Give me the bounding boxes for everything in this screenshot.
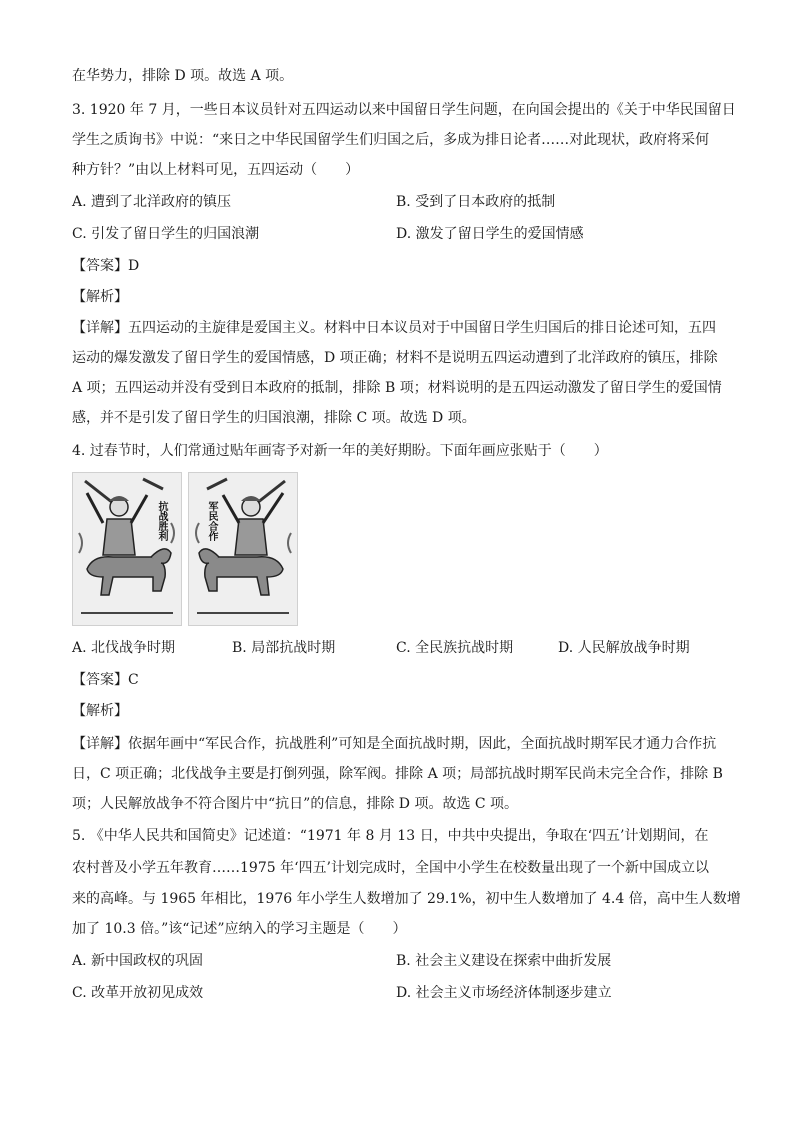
warrior-on-horse-illustration <box>73 473 181 625</box>
q3-detail-line-2: 运动的爆发激发了留日学生的爱国情感，D 项正确；材料不是说明五四运动遭到了北洋政府的镇压，排除 <box>72 350 718 366</box>
q3-detail-line-3: A 项；五四运动并没有受到日本政府的抵制，排除 B 项；材料说明的是五四运动激发了留日学生的爱国情 <box>72 380 722 396</box>
q5-stem-line-4: 加了 10.3 倍。”该“记述”应纳入的学习主题是（ ） <box>72 921 407 937</box>
q4-detail-line-3: 项；人民解放战争不符合图片中“抗日”的信息，排除 D 项。故选 C 项。 <box>72 796 519 812</box>
q2-tail-text: 在华势力，排除 D 项。故选 A 项。 <box>72 68 294 84</box>
q4-option-b: B. 局部抗战时期 <box>232 640 336 656</box>
q3-stem-line-3: 种方针？”由以上材料可见，五四运动（ ） <box>72 162 360 178</box>
q4-detail-line-1: 【详解】依据年画中“军民合作，抗战胜利”可知是全面抗战时期，因此，全面抗战时期军民才通力合作抗 <box>72 736 717 752</box>
q4-option-a: A. 北伐战争时期 <box>72 640 176 656</box>
q3-analysis-heading: 【解析】 <box>72 289 128 305</box>
q4-analysis-heading: 【解析】 <box>72 703 128 719</box>
q3-option-b: B. 受到了日本政府的抵制 <box>396 194 556 210</box>
q5-stem-line-3: 来的高峰。与 1965 年相比，1976 年小学生人数增加了 29.1%，初中生人数增加了 4.4 倍，高中生人数增 <box>72 891 741 907</box>
q3-option-c: C. 引发了留日学生的归国浪潮 <box>72 226 260 242</box>
q5-option-c: C. 改革开放初见成效 <box>72 985 204 1001</box>
new-year-print-right <box>188 472 298 626</box>
warrior-on-horse-illustration-mirrored <box>189 473 297 625</box>
print-right-caption: 军民合作 <box>206 501 217 541</box>
q5-stem-line-1: 5. 《中华人民共和国简史》记述道：“1971 年 8 月 13 日，中共中央提出，争取在‘四五’计划期间，在 <box>72 828 709 844</box>
new-year-print-left <box>72 472 182 626</box>
q5-option-d: D. 社会主义市场经济体制逐步建立 <box>396 985 612 1001</box>
q4-stem: 4. 过春节时，人们常通过贴年画寄予对新一年的美好期盼。下面年画应张贴于（ ） <box>72 443 608 459</box>
q3-detail-line-4: 感，并不是引发了留日学生的归国浪潮，排除 C 项。故选 D 项。 <box>72 410 476 426</box>
q4-option-d: D. 人民解放战争时期 <box>558 640 690 656</box>
q4-detail-line-2: 日，C 项正确；北伐战争主要是打倒列强，除军阀。排除 A 项；局部抗战时期军民尚未完全合作，排除 B <box>72 766 723 782</box>
print-left-caption: 抗战胜利 <box>156 501 167 541</box>
q4-answer: 【答案】C <box>72 672 139 688</box>
q5-option-a: A. 新中国政权的巩固 <box>72 953 204 969</box>
q3-stem-line-2: 学生之质询书》中说：“来日之中华民国留学生们归国之后，多成为排日论者……对此现状，政府将采何 <box>72 132 710 148</box>
q3-answer: 【答案】D <box>72 258 140 274</box>
q4-option-c: C. 全民族抗战时期 <box>396 640 514 656</box>
q5-option-b: B. 社会主义建设在探索中曲折发展 <box>396 953 612 969</box>
q3-stem-line-1: 3. 1920 年 7 月，一些日本议员针对五四运动以来中国留日学生问题，在向国会提出的《关于中华民国留日 <box>72 102 736 118</box>
q3-option-d: D. 激发了留日学生的爱国情感 <box>396 226 584 242</box>
q3-detail-line-1: 【详解】五四运动的主旋律是爱国主义。材料中日本议员对于中国留日学生归国后的排日论述可知，五四 <box>72 320 716 336</box>
q5-stem-line-2: 农村普及小学五年教育……1975 年‘四五’计划完成时，全国中小学生在校数量出现了一个新中国成立以 <box>72 860 709 876</box>
q3-option-a: A. 遭到了北洋政府的镇压 <box>72 194 232 210</box>
